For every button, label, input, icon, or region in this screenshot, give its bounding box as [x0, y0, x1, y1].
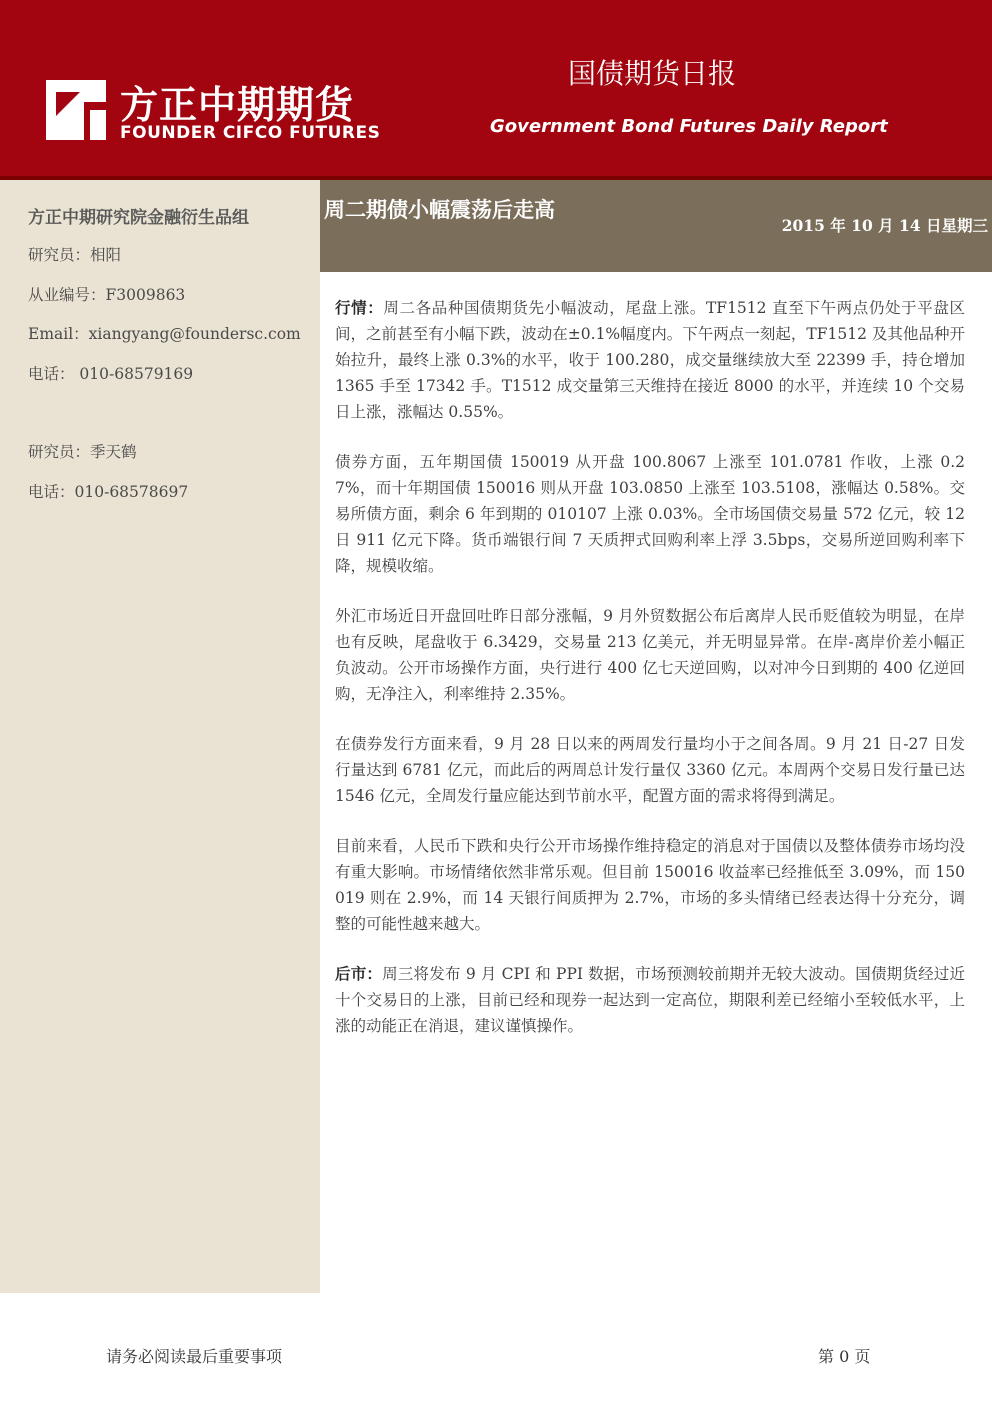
- paragraph-market: [335, 295, 965, 425]
- report-body: [335, 295, 965, 1063]
- forecast-text: 周三将发布 9 月 CPI 和 PPI 数据，市场预测较前期并无较大波动。国债期货经过近十个交易日的上涨，目前已经和现券一起达到一定高位，期限利差已经缩小至较低水平，上涨的动能正在消退，建议谨慎操作。: [335, 965, 965, 1035]
- page-number: 第 0 页: [818, 1347, 871, 1366]
- paragraph-bonds: 债券方面，五年期国债 150019 从开盘 100.8067 上涨至 101.0781 作收，上涨 0.27%，而十年期国债 150016 则从开盘 103.0850 上涨至 103.5108，涨幅达 0.58%。交易所债方面，剩余 6 年到期的 010107 上涨 0.03%。全市场国债交易量 572 亿元，较 12 日 911 亿元下降。货币端银行间 7 天质押式回购利率上浮 3.5bps，交易所逆回购利率下降，规模收缩。: [335, 453, 965, 575]
- page-title: 周二期债小幅震荡后走高: [324, 197, 555, 222]
- brand-name-en: FOUNDER CIFCO FUTURES: [120, 123, 381, 143]
- founder-logo-icon: [46, 80, 106, 140]
- report-header: [0, 0, 992, 180]
- analyst-2-phone: 电话：010-68578697: [28, 483, 189, 501]
- paragraph-fx: 外汇市场近日开盘回吐昨日部分涨幅，9 月外贸数据公布后离岸人民币贬值较为明显，在岸也有反映，尾盘收于 6.3429，交易量 213 亿美元，并无明显异常。在岸-离岸价差小幅正负波动。公开市场操作方面，央行进行 400 亿七天逆回购，以对冲今日到期的 400 亿逆回购，无净注入，利率维持 2.35%。: [335, 607, 965, 703]
- analyst-1-name: 研究员：相阳: [28, 246, 122, 264]
- research-group: 方正中期研究院金融衍生品组: [28, 208, 249, 228]
- analyst-2-name: 研究员：季天鹤: [28, 443, 137, 461]
- analyst-sidebar: [0, 180, 320, 1293]
- analyst-1-email[interactable]: Email：xiangyang@foundersc.com: [28, 325, 301, 343]
- report-title-cn: 国债期货日报: [568, 57, 737, 90]
- report-title-en: Government Bond Futures Daily Report: [490, 116, 888, 137]
- footer-disclaimer: 请务必阅读最后重要事项: [106, 1347, 283, 1366]
- paragraph-issuance: 在债券发行方面来看，9 月 28 日以来的两周发行量均小于之间各周。9 月 21 日-27 日发行量达到 6781 亿元，而此后的两周总计发行量仅 3360 亿元。本周两个交易日发行量已达 1546 亿元，全周发行量应能达到节前水平，配置方面的需求将得到满足。: [335, 735, 965, 805]
- market-label: 行情：: [335, 298, 384, 317]
- forecast-label: 后市：: [335, 964, 383, 983]
- paragraph-forecast: [335, 961, 965, 1039]
- paragraph-outlook: 目前来看，人民币下跌和央行公开市场操作维持稳定的消息对于国债以及整体债券市场均没有重大影响。市场情绪依然非常乐观。但目前 150016 收益率已经推低至 3.09%，而 150019 则在 2.9%，而 14 天银行间质押为 2.7%，市场的多头情绪已经表达得十分充分，调整的可能性越来越大。: [335, 837, 965, 933]
- report-date: 2015 年 10 月 14 日星期三: [781, 216, 988, 235]
- analyst-1-phone: 电话： 010-68579169: [28, 365, 194, 383]
- brand-name-cn: 方正中期期货: [120, 83, 355, 127]
- market-text: 周二各品种国债期货先小幅波动，尾盘上涨。TF1512 直至下午两点仍处于平盘区间，之前甚至有小幅下跌，波动在±0.1%幅度内。下午两点一刻起，TF1512 及其他品种开始拉升，最终上涨 0.3%的水平，收于 100.280，成交量继续放大至 22399 手，持仓增加 1365 手至 17342 手。T1512 成交量第三天维持在接近 8000 的水平，并连续 10 个交易日上涨，涨幅达 0.55%。: [335, 299, 965, 421]
- analyst-1-license: 从业编号：F3009863: [28, 286, 186, 304]
